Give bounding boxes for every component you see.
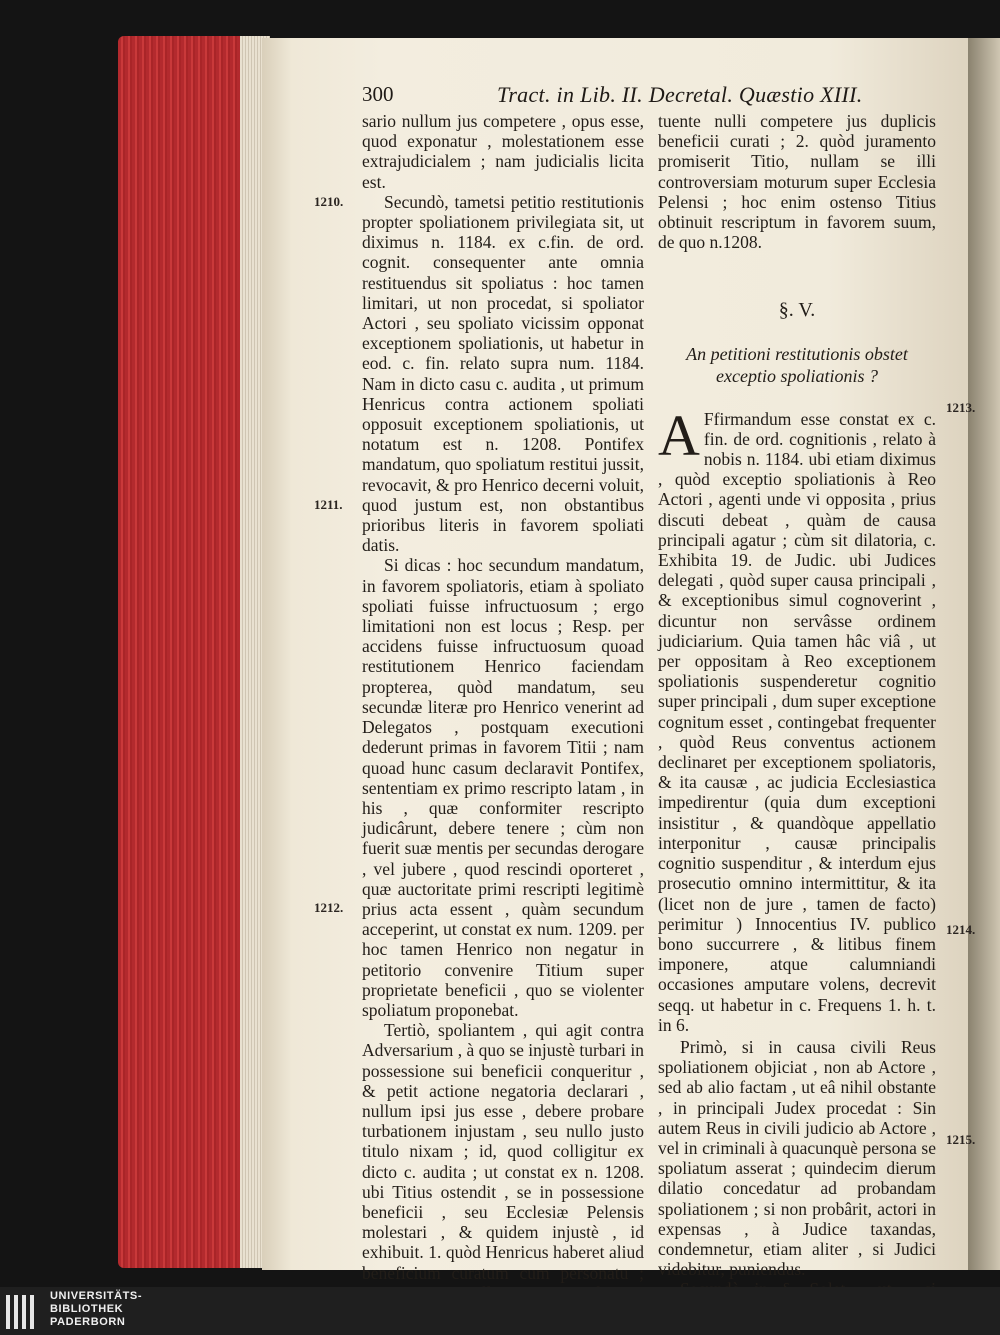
library-name-line: BIBLIOTHEK bbox=[50, 1303, 124, 1315]
margin-number-1213: 1213. bbox=[946, 400, 976, 415]
running-title: Tract. in Lib. II. Decretal. Quæstio XIII. bbox=[497, 82, 863, 107]
section-heading: §. V. bbox=[778, 299, 816, 322]
paragraph: Tertiò, spoliantem , qui agit contra Adversarium , à quo se injustè turbari in possessione sui beneficii conqueritur , & petit actione negatoria declarari , nullum ipsi jus esse , debere probare turbationem injustam , seu nullo justo titulo nixam ; id, quod colligitur ex dicto c. audita ; ut constat ex n. 1208. ubi Titius ostendit , se in possessione beneficii , seu Ecclesiæ Pelensis molestari , & quidem injustè , id exhibuit. 1. quòd Henricus haberet aliud beneficium curatum cum personatu ; bbox=[362, 1020, 644, 1283]
paragraph: tuente nulli competere jus duplicis beneficii curati ; 2. quòd juramento promiserit Titio, nullam se illi controversiam moturum super Ecclesia Pelensi ; hoc enim ostenso Titius obtinuit rescriptum in favorem suum, de quo n.1208. bbox=[658, 111, 936, 253]
margin-number-1210: 1210. bbox=[314, 194, 344, 209]
paragraph: Secundò, tametsi petitio restitutionis propter spoliationem privilegiata sit, ut diximus n. 1184. ex c.fin. de ord. cognit. consequenter ante omnia restituendus sit spoliatus : hoc tamen limitari, ut non procedat, si spoliator Actori , seu spoliato vicissim opponat exceptionem spoliationis, ut habetur in eod. c. fin. relato supra num. 1184. Nam in dicto casu c. audita , ut primum Henricus contra actionem spoliati opposuit exceptionem spoliationis, ut notatum est n. 1208. Pontifex mandatum, quo spoliatum restitui jussit, revocavit, & pro Henrico decerni voluit, quod justum est, non obstantibus prioribus literis in favorem spoliati datis. bbox=[362, 191, 644, 556]
paragraph: sario nullum jus competere , opus esse, quod exponatur , molestationem esse extrajudicialem ; nam judicialis licita est. bbox=[362, 111, 644, 192]
facing-page-edge bbox=[968, 38, 1000, 1270]
margin-number-1212: 1212. bbox=[314, 900, 344, 915]
library-name bbox=[50, 1290, 142, 1329]
library-name-line: UNIVERSITÄTS- bbox=[50, 1290, 143, 1302]
left-text-column bbox=[362, 111, 644, 1323]
drop-cap: A bbox=[658, 402, 700, 468]
library-footer bbox=[0, 1287, 1000, 1335]
section-subtitle: An petitioni restitutionis obstet exceptio spoliationis ? bbox=[686, 343, 908, 386]
paragraph: Primò, si in causa civili Reus spoliationem objiciat , non ab Actore , sed ab alio factam , ut eâ nihil obstante , in principali Judex procedat : Sin autem Reus in civili judicio ab Actore , vel in criminali à quacunquè persona se spoliatum asserat ; quindecim dierum dilatio concedatur ad probandam spoliationem ; si non probârit, actori in expensas , à Judice taxandas, condemnetur, etiam aliter , si Judici videbitur, puniendus. bbox=[658, 1036, 936, 1280]
right-text-column bbox=[658, 111, 936, 1320]
library-logo-icon bbox=[6, 1295, 42, 1329]
margin-number-1211: 1211. bbox=[314, 497, 343, 512]
page-number: 300 bbox=[362, 82, 394, 106]
margin-number-1215: 1215. bbox=[946, 1132, 976, 1147]
margin-number-1214: 1214. bbox=[946, 922, 976, 937]
paragraph: Ffirmandum esse constat ex c. fin. de ord. cognitionis , relato à nobis n. 1184. ubi etiam diximus , quòd exceptio spoliationis à Reo Actori , agenti unde vi opposita , prius discuti debeat , quàm de causa principali agatur ; cùm sit dilatoria, c. Exhibita 19. de Judic. ubi Judices delegati , quòd super causa principali , & exceptionibus simul cognoverint , dicuntur non servâsse ordinem judiciarium. Quia tamen hâc viâ , ut per oppositam à Reo exceptionem spoliationis suspenderetur cognitio super principali , dum super exceptione cognitum esset , contingebat frequenter , quòd Reus conventus actionem declinaret per exceptionem spoliatoris, & ita causæ , ac judicia Ecclesiastica impedirentur (quia dum exceptioni insistitur , & quandòque appellatio interponitur , causæ principalis cognitio suspenditur , & interdum ejus prosecutio omnino intermittitur, & ita (licet non de jure , tamen de facto) perimitur ) Innocentius IV. publico bono succurrere , & litibus finem imponere, atque calumniandi occasiones amputare volens, decrevit seqq. ut habetur in c. Frequens 1. h. t. in 6. bbox=[658, 408, 936, 1035]
paragraph: Si dicas : hoc secundum mandatum, in favorem spoliatoris, etiam à spoliato spoliati fuisse infructuosum ; ergo limitationi non est locus ; Resp. per accidens fuisse infructuosum quoad restitutionem Henrico faciendam propterea, quòd mandatum, seu secundæ literæ pro Henrico venerint ad Delegatos , postquam executioni dederunt primas in favorem Titii ; nam quoad hunc casum declaravit Pontifex, sententiam ex primo rescripto latam , in his , quæ conformiter rescripto judicârunt, debere tenere ; cùm non fuerit suæ mentis per secundas derogare , vel jubere , quod rescindi oporteret , quæ auctoritate primi rescripti legitimè prius acta essent , quàm secundum acceperint, ut constat ex num. 1209. per hoc tamen Henrico non negatur in petitorio convenire Titium super proprietate beneficii , quo se violenter spoliatum proponebat. bbox=[362, 555, 644, 1020]
library-name-line: PADERBORN bbox=[50, 1316, 126, 1328]
